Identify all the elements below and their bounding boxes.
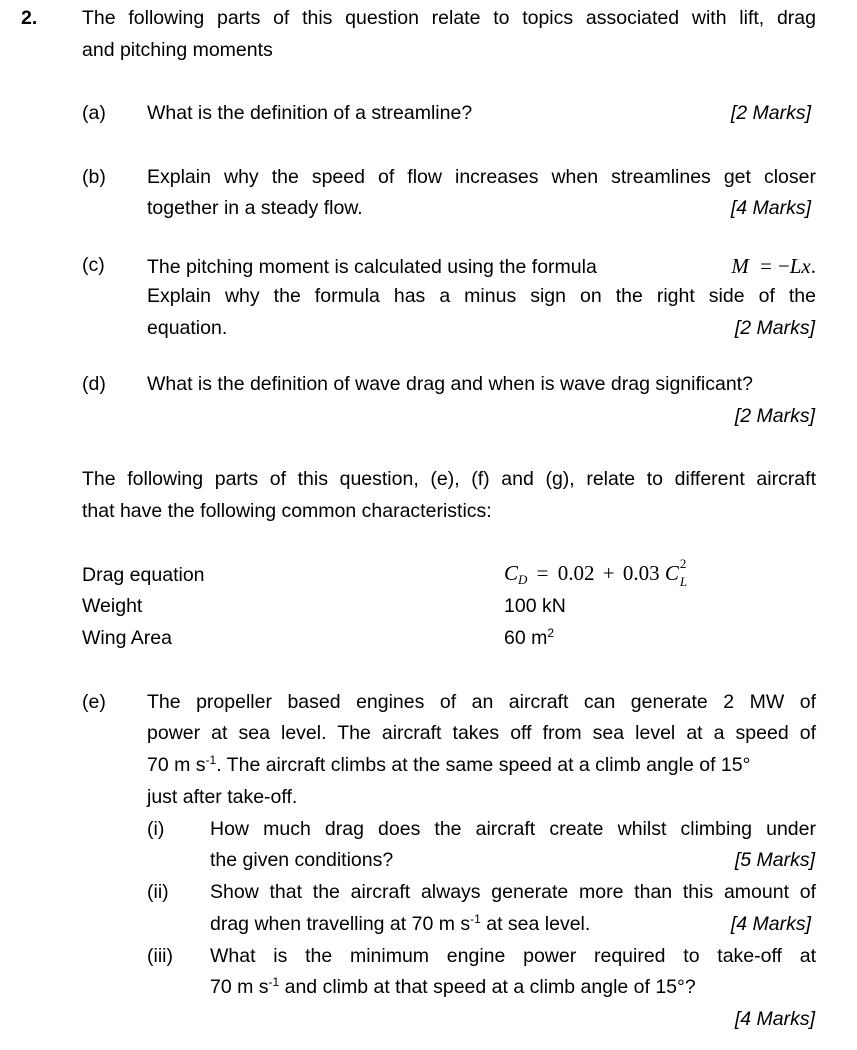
part-b-label: (b) — [82, 166, 106, 188]
drag-equation-label: Drag equation — [82, 564, 205, 586]
weight-value: 100 kN — [504, 595, 566, 617]
part-e-climb: . The aircraft climbs at the same speed at a climb angle of 15° — [216, 754, 751, 776]
wing-area-value — [504, 627, 554, 650]
formula-rhs: Lx — [789, 254, 811, 278]
formula-equals: = — [760, 254, 772, 278]
part-e-speed: 70 m s — [147, 754, 206, 776]
part-e-i-text-line1: How much drag does the aircraft create whilst climbing under — [210, 818, 816, 840]
drag-lhs: C — [504, 561, 519, 585]
part-e-ii-text-line1: Show that the aircraft always generate more than this amount of — [210, 881, 816, 903]
drag-plus: + — [602, 561, 615, 585]
wing-area-number: 60 m — [504, 627, 548, 649]
part-e-text-line1: The propeller based engines of an aircraft can generate 2 MW of — [147, 691, 816, 713]
part-b-text-line2: together in a steady flow. — [147, 197, 363, 219]
part-c-text-line3: equation. — [147, 317, 228, 339]
part-b-text-line1: Explain why the speed of flow increases when streamlines get closer — [147, 166, 816, 188]
part-e-iii-tail: and climb at that speed at a climb angle of 15°? — [279, 976, 696, 998]
drag-lhs-sub: D — [518, 572, 528, 587]
part-a-text: What is the definition of a streamline? — [147, 102, 473, 124]
part-c-text-line2: Explain why the formula has a minus sign on the right side of the — [147, 285, 816, 307]
formula-period: . — [810, 254, 816, 278]
part-e-ii-text-line2 — [210, 913, 590, 936]
part-e-ii-tail: at sea level. — [480, 913, 591, 935]
part-d-marks: [2 Marks] — [734, 405, 815, 427]
part-a-label: (a) — [82, 102, 106, 124]
part-e-ii-marks: [4 Marks] — [730, 913, 811, 935]
part-e-ii-exp: -1 — [470, 912, 481, 926]
part-c-marks: [2 Marks] — [734, 317, 815, 339]
part-c-text: The pitching moment is calculated using the formula — [147, 256, 597, 278]
part-e-iii-text-line2 — [210, 976, 696, 999]
part-e-i-text-line2: the given conditions? — [210, 849, 394, 871]
question-number: 2. — [21, 7, 38, 29]
drag-var-sup: 2 — [679, 556, 687, 571]
part-e-iii-speed: 70 m s — [210, 976, 269, 998]
part-c-text-line1 — [147, 254, 816, 279]
part-e-speed-exp: -1 — [205, 753, 217, 767]
formula-lhs: M — [731, 254, 749, 278]
part-d-text: What is the definition of wave drag and when is wave drag significant? — [147, 373, 753, 395]
wing-area-label: Wing Area — [82, 627, 172, 649]
question-intro-line2: and pitching moments — [82, 39, 273, 61]
formula-minus: − — [777, 254, 790, 278]
drag-c0: 0.02 — [557, 561, 595, 585]
part-c-label: (c) — [82, 254, 105, 276]
part-e-text-line3 — [147, 754, 750, 777]
drag-var: C — [664, 561, 679, 585]
part-b-marks: [4 Marks] — [730, 197, 811, 219]
common-intro-line2: that have the following common characteristics: — [82, 500, 492, 522]
question-intro-line1: The following parts of this question relate to topics associated with lift, drag — [82, 7, 816, 29]
part-e-iii-label: (iii) — [147, 945, 173, 967]
part-e-iii-marks: [4 Marks] — [734, 1008, 815, 1030]
part-e-ii-label: (ii) — [147, 881, 169, 903]
part-e-text-line4: just after take-off. — [147, 786, 298, 808]
drag-c1: 0.03 — [622, 561, 660, 585]
weight-label: Weight — [82, 595, 143, 617]
part-e-text-line2: power at sea level. The aircraft takes off from sea level at a speed of — [147, 722, 816, 744]
part-e-iii-exp: -1 — [268, 975, 280, 989]
drag-var-sub: L — [679, 574, 688, 589]
drag-equals: = — [536, 561, 549, 585]
part-e-i-marks: [5 Marks] — [734, 849, 815, 871]
drag-equation-formula — [504, 556, 691, 589]
part-e-ii-drag: drag when travelling at 70 m s — [210, 913, 471, 935]
part-e-iii-text-line1: What is the minimum engine power required to take-off at — [210, 945, 816, 967]
part-e-i-label: (i) — [147, 818, 165, 840]
part-e-label: (e) — [82, 691, 106, 713]
part-d-label: (d) — [82, 373, 106, 395]
common-intro-line1: The following parts of this question, (e), (f) and (g), relate to different aircraft — [82, 468, 816, 490]
pitching-moment-formula — [731, 254, 816, 279]
part-a-marks: [2 Marks] — [730, 102, 811, 124]
wing-area-exponent: 2 — [547, 626, 555, 640]
